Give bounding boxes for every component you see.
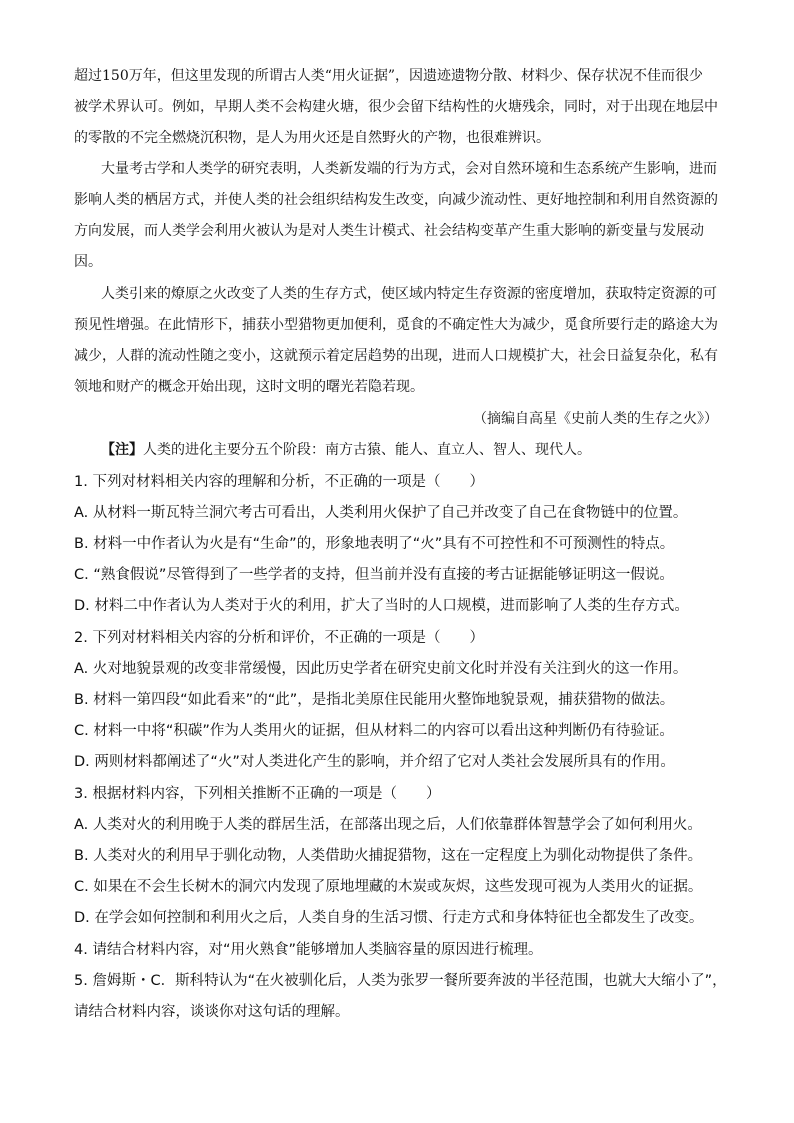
question-4: 4. 请结合材料内容，对“用火熟食”能够增加人类脑容量的原因进行梳理。 (74, 942, 543, 958)
passage-line: 领地和财产的概念开始出现，这时文明的曙光若隐若现。 (74, 379, 424, 395)
note-text: 人类的进化主要分五个阶段：南方古猿、能人、直立人、智人、现代人。 (143, 442, 591, 458)
passage-line: 减少，人群的流动性随之变小，这就预示着定居趋势的出现，进而人口规模扩大，社会日益复杂化，私有 (74, 348, 718, 364)
source-citation: （摘编自高星《史前人类的生存之火》） (473, 411, 718, 427)
question-1-option-a[interactable]: A. 从材料一斯瓦特兰洞穴考古可看出，人类利用火保护了自己并改变了自己在食物链中的位置。 (74, 505, 688, 521)
question-3-stem: 3. 根据材料内容，下列相关推断不正确的一项是（ ） (74, 786, 441, 802)
passage-line: 影响人类的栖居方式，并使人类的社会组织结构发生改变，向减少流动性、更好地控制和利用自然资源的 (74, 192, 718, 208)
note-label: 【注】 (101, 442, 143, 458)
question-3-option-b[interactable]: B. 人类对火的利用早于驯化动物，人类借助火捕捉猎物，这在一定程度上为驯化动物提供了条件。 (74, 848, 703, 864)
question-1-stem: 1. 下列对材料相关内容的理解和分析，不正确的一项是（ ） (74, 474, 484, 490)
question-1-option-c[interactable]: C. “熟食假说”尽管得到了一些学者的支持，但当前并没有直接的考古证据能够证明这一假说。 (74, 567, 674, 583)
passage-line: 被学术界认可。例如，早期人类不会构建火塘，很少会留下结构性的火塘残余，同时，对于出现在地层中 (74, 99, 718, 115)
question-2-stem: 2. 下列对材料相关内容的分析和评价，不正确的一项是（ ） (74, 630, 484, 646)
question-2-option-d[interactable]: D. 两则材料都阐述了“火”对人类进化产生的影响，并介绍了它对人类社会发展所具有的作用。 (74, 754, 675, 770)
passage-line: 预见性增强。在此情形下，捕获小型猎物更加便利，觅食的不确定性大为减少，觅食所要行走的路途大为 (74, 317, 718, 333)
question-2-option-b[interactable]: B. 材料一第四段“如此看来”的“此”，是指北美原住民能用火整饰地貌景观，捕获猎物的做法。 (74, 692, 675, 708)
question-1-option-d[interactable]: D. 材料二中作者认为人类对于火的利用，扩大了当时的人口规模，进而影响了人类的生存方式。 (74, 598, 689, 614)
question-3-option-c[interactable]: C. 如果在不会生长树木的洞穴内发现了原地埋藏的木炭或灰烬，这些发现可视为人类用火的证据。 (74, 879, 703, 895)
question-3-option-a[interactable]: A. 人类对火的利用晚于人类的群居生活，在部落出现之后，人们依靠群体智慧学会了如何利用火。 (74, 817, 702, 833)
note (101, 440, 591, 460)
question-2-option-c[interactable]: C. 材料一中将“积碳”作为人类用火的证据，但从材料二的内容可以看出这种判断仍有待验证。 (74, 723, 674, 739)
passage-line: 因。 (74, 254, 102, 270)
passage-line: 人类引来的燎原之火改变了人类的生存方式，使区域内特定生存资源的密度增加，获取特定资源的可 (101, 286, 717, 302)
passage-line: 的零散的不完全燃烧沉积物，是人为用火还是自然野火的产物，也很难辨识。 (74, 130, 550, 146)
question-3-option-d[interactable]: D. 在学会如何控制和利用火之后，人类自身的生活习惯、行走方式和身体特征也全都发生了改变。 (74, 910, 704, 926)
passage-line: 大量考古学和人类学的研究表明，人类新发端的行为方式，会对自然环境和生态系统产生影响，进而 (101, 161, 717, 177)
question-1-option-b[interactable]: B. 材料一中作者认为火是有“生命”的，形象地表明了“火”具有不可控性和不可预测性的特点。 (74, 536, 675, 552)
question-5-line-1: 5. 詹姆斯・C．斯科特认为“在火被驯化后，人类为张罗一餐所要奔波的半径范围，也就大大缩小了”， (74, 973, 727, 989)
question-2-option-a[interactable]: A. 火对地貌景观的改变非常缓慢，因此历史学者在研究史前文化时并没有关注到火的这一作用。 (74, 661, 688, 677)
passage-line: 方向发展，而人类学会利用火被认为是对人类生计模式、社会结构变革产生重大影响的新变量与发展动 (74, 223, 704, 239)
question-5-line-2: 请结合材料内容，谈谈你对这句话的理解。 (74, 1004, 350, 1020)
passage-line: 超过150万年，但这里发现的所谓古人类“用火证据”，因遗迹遗物分散、材料少、保存状况不佳而很少 (74, 68, 704, 84)
